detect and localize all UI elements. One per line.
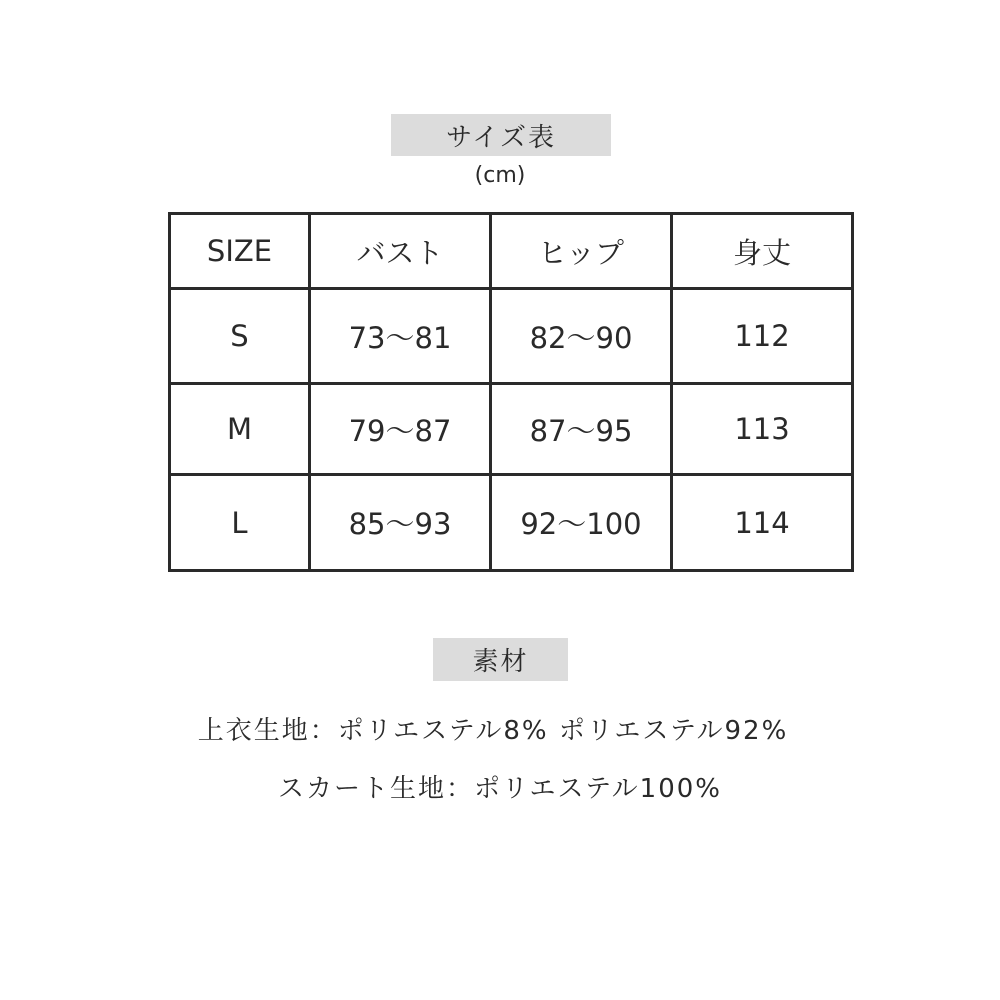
size-table [168, 212, 854, 572]
cell-length: 114 [672, 475, 853, 571]
table-row [170, 289, 853, 384]
cell-bust: 79～87 [310, 384, 491, 475]
header-hip: ヒップ [491, 214, 672, 289]
cell-bust: 85～93 [310, 475, 491, 571]
size-chart-title: サイズ表 [391, 114, 611, 156]
table-row [170, 384, 853, 475]
header-bust: バスト [310, 214, 491, 289]
cell-size: M [170, 384, 310, 475]
header-length: 身丈 [672, 214, 853, 289]
material-line-top: 上衣生地：ポリエステル8% ポリエステル92% [197, 716, 789, 746]
table-row [170, 475, 853, 571]
cell-bust: 73～81 [310, 289, 491, 384]
material-line-skirt: スカート生地：ポリエステル100% [278, 774, 722, 804]
cell-hip: 92～100 [491, 475, 672, 571]
cell-length: 113 [672, 384, 853, 475]
cell-size: S [170, 289, 310, 384]
cell-length: 112 [672, 289, 853, 384]
cell-hip: 87～95 [491, 384, 672, 475]
table-header-row [170, 214, 853, 289]
cell-hip: 82～90 [491, 289, 672, 384]
header-size: SIZE [170, 214, 310, 289]
unit-label: (cm) [474, 163, 526, 188]
cell-size: L [170, 475, 310, 571]
material-title: 素材 [433, 638, 568, 681]
